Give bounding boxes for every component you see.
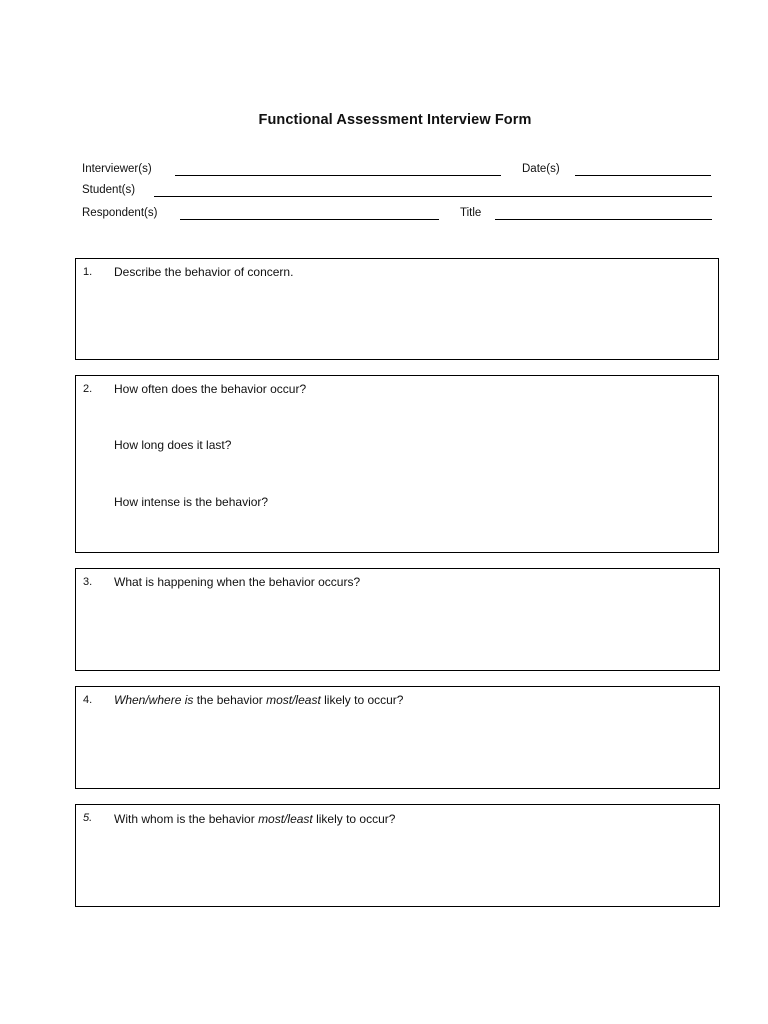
question-4-emphasis-when-where: When/where is: [114, 693, 194, 707]
question-4-number: 4.: [83, 694, 93, 706]
question-1-box[interactable]: [75, 258, 719, 360]
question-5-text-start: With whom is the behavior: [114, 812, 259, 826]
interviewer-field-line[interactable]: [175, 175, 501, 176]
question-1-number: 1.: [83, 266, 93, 278]
question-3-number: 3.: [83, 576, 93, 588]
title-label: Title: [460, 207, 482, 219]
respondent-field-line[interactable]: [180, 219, 439, 220]
question-2-frequency-text: How often does the behavior occur?: [114, 382, 307, 396]
question-2-intensity-text: How intense is the behavior?: [114, 495, 269, 509]
question-4-text-end: likely to occur?: [320, 693, 404, 707]
question-5-text: [114, 812, 395, 826]
question-5-box[interactable]: [75, 804, 720, 907]
form-title: Functional Assessment Interview Form: [258, 112, 532, 128]
student-field-line[interactable]: [154, 196, 712, 197]
respondent-label: Respondent(s): [82, 207, 158, 219]
interviewer-label: Interviewer(s): [82, 163, 152, 175]
question-3-box[interactable]: [75, 568, 720, 671]
dates-label: Date(s): [522, 163, 560, 175]
question-5-emphasis-most-least: most/least: [258, 812, 313, 826]
title-field-line[interactable]: [495, 219, 712, 220]
question-1-text: Describe the behavior of concern.: [114, 265, 294, 279]
question-5-number: 5.: [83, 812, 93, 824]
question-2-duration-text: How long does it last?: [114, 438, 232, 452]
question-4-text-middle: the behavior: [193, 693, 267, 707]
question-3-text: What is happening when the behavior occurs?: [114, 575, 361, 589]
question-5-text-end: likely to occur?: [312, 812, 396, 826]
question-4-box[interactable]: [75, 686, 720, 789]
question-2-box[interactable]: [75, 375, 719, 553]
dates-field-line[interactable]: [575, 175, 711, 176]
question-2-number: 2.: [83, 383, 93, 395]
question-4-text: [114, 693, 403, 707]
student-label: Student(s): [82, 184, 136, 196]
question-4-emphasis-most-least: most/least: [266, 693, 321, 707]
